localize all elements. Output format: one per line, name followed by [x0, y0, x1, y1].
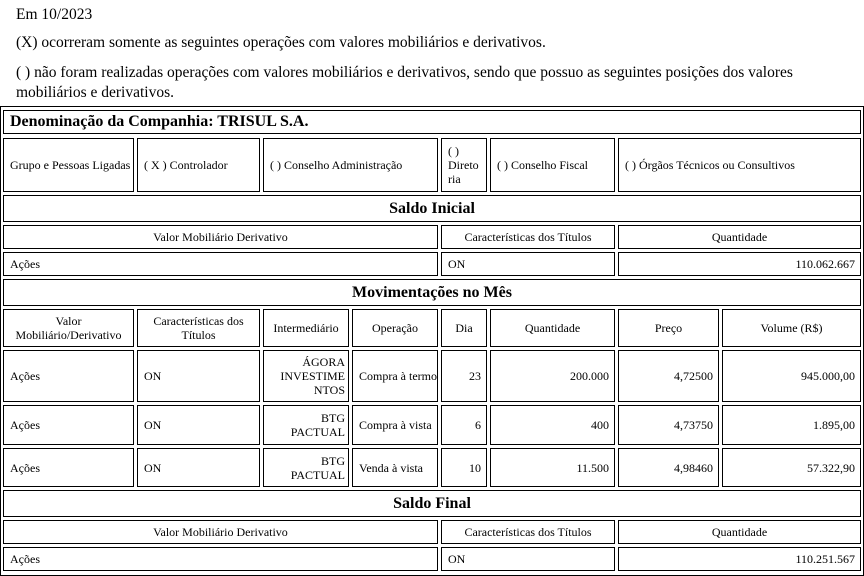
company-title: Denominação da Companhia: TRISUL S.A.: [3, 110, 861, 134]
mov-row1-operacao: Compra à termo: [352, 350, 438, 402]
mov-row3-dia: 10: [441, 448, 487, 487]
period-label: Em 10/2023: [16, 6, 93, 23]
saldo-final-caracteristicas: ON: [441, 547, 615, 571]
mov-row2-quantidade: 400: [490, 405, 615, 445]
mov-row2-valor: Ações: [3, 405, 134, 445]
mov-header-preco: Preço: [618, 309, 719, 347]
saldo-inicial-header-quantidade: Quantidade: [618, 225, 861, 249]
mov-row1-intermediario: ÁGORA INVESTIME NTOS: [263, 350, 349, 402]
saldo-inicial-header-valor: Valor Mobiliário Derivativo: [3, 225, 438, 249]
option-no-operations-line1: ( ) não foram realizadas operações com valores mobiliários e derivativos, sendo que possuo as seguintes posições dos valores: [16, 64, 793, 81]
checkbox-conselho-fiscal[interactable]: ( ) Conselho Fiscal: [490, 138, 615, 192]
mov-row2-operacao: Compra à vista: [352, 405, 438, 445]
saldo-inicial-caracteristicas: ON: [441, 252, 615, 276]
option-operations-occurred: (X) ocorreram somente as seguintes operações com valores mobiliários e derivativos.: [16, 34, 546, 51]
saldo-inicial-title: Saldo Inicial: [3, 195, 861, 222]
mov-row3-volume: 57.322,90: [722, 448, 861, 487]
mov-header-operacao: Operação: [352, 309, 438, 347]
saldo-inicial-header-caracteristicas: Características dos Títulos: [441, 225, 615, 249]
mov-row3-operacao: Venda à vista: [352, 448, 438, 487]
mov-header-dia: Dia: [441, 309, 487, 347]
movimentacoes-title: Movimentações no Mês: [3, 279, 861, 306]
saldo-inicial-quantidade: 110.062.667: [618, 252, 861, 276]
mov-row2-dia: 6: [441, 405, 487, 445]
group-label: Grupo e Pessoas Ligadas: [3, 138, 134, 192]
checkbox-orgaos-tecnicos[interactable]: ( ) Órgãos Técnicos ou Consultivos: [618, 138, 861, 192]
option-no-operations-line2: mobiliários e derivativos.: [16, 84, 174, 101]
mov-header-valor: Valor Mobiliário/Derivativo: [3, 309, 134, 347]
mov-row1-preco: 4,72500: [618, 350, 719, 402]
mov-row2-intermediario: BTG PACTUAL: [263, 405, 349, 445]
saldo-final-quantidade: 110.251.567: [618, 547, 861, 571]
mov-row2-caracteristicas: ON: [137, 405, 260, 445]
diretoria-line3: ria: [448, 172, 461, 186]
saldo-final-header-caracteristicas: Características dos Títulos: [441, 520, 615, 544]
checkbox-conselho-administracao[interactable]: ( ) Conselho Administração: [263, 138, 438, 192]
diretoria-line2: Direto: [448, 158, 479, 172]
mov-header-intermediario: Intermediário: [263, 309, 349, 347]
saldo-final-valor: Ações: [3, 547, 438, 571]
mov-row1-dia: 23: [441, 350, 487, 402]
mov-header-caracteristicas: Características dos Títulos: [137, 309, 260, 347]
mov-row3-intermediario: BTG PACTUAL: [263, 448, 349, 487]
saldo-final-header-quantidade: Quantidade: [618, 520, 861, 544]
mov-row2-preco: 4,73750: [618, 405, 719, 445]
saldo-final-header-valor: Valor Mobiliário Derivativo: [3, 520, 438, 544]
mov-header-volume: Volume (R$): [722, 309, 861, 347]
mov-row1-valor: Ações: [3, 350, 134, 402]
checkbox-controlador[interactable]: ( X ) Controlador: [137, 138, 260, 192]
mov-header-quantidade: Quantidade: [490, 309, 615, 347]
mov-row3-preco: 4,98460: [618, 448, 719, 487]
mov-row2-volume: 1.895,00: [722, 405, 861, 445]
diretoria-line1: ( ): [448, 144, 459, 158]
mov-row1-quantidade: 200.000: [490, 350, 615, 402]
mov-row3-valor: Ações: [3, 448, 134, 487]
mov-row1-volume: 945.000,00: [722, 350, 861, 402]
saldo-inicial-valor: Ações: [3, 252, 438, 276]
mov-row3-caracteristicas: ON: [137, 448, 260, 487]
mov-row3-quantidade: 11.500: [490, 448, 615, 487]
checkbox-diretoria[interactable]: [441, 138, 487, 192]
mov-row1-caracteristicas: ON: [137, 350, 260, 402]
saldo-final-title: Saldo Final: [3, 490, 861, 517]
